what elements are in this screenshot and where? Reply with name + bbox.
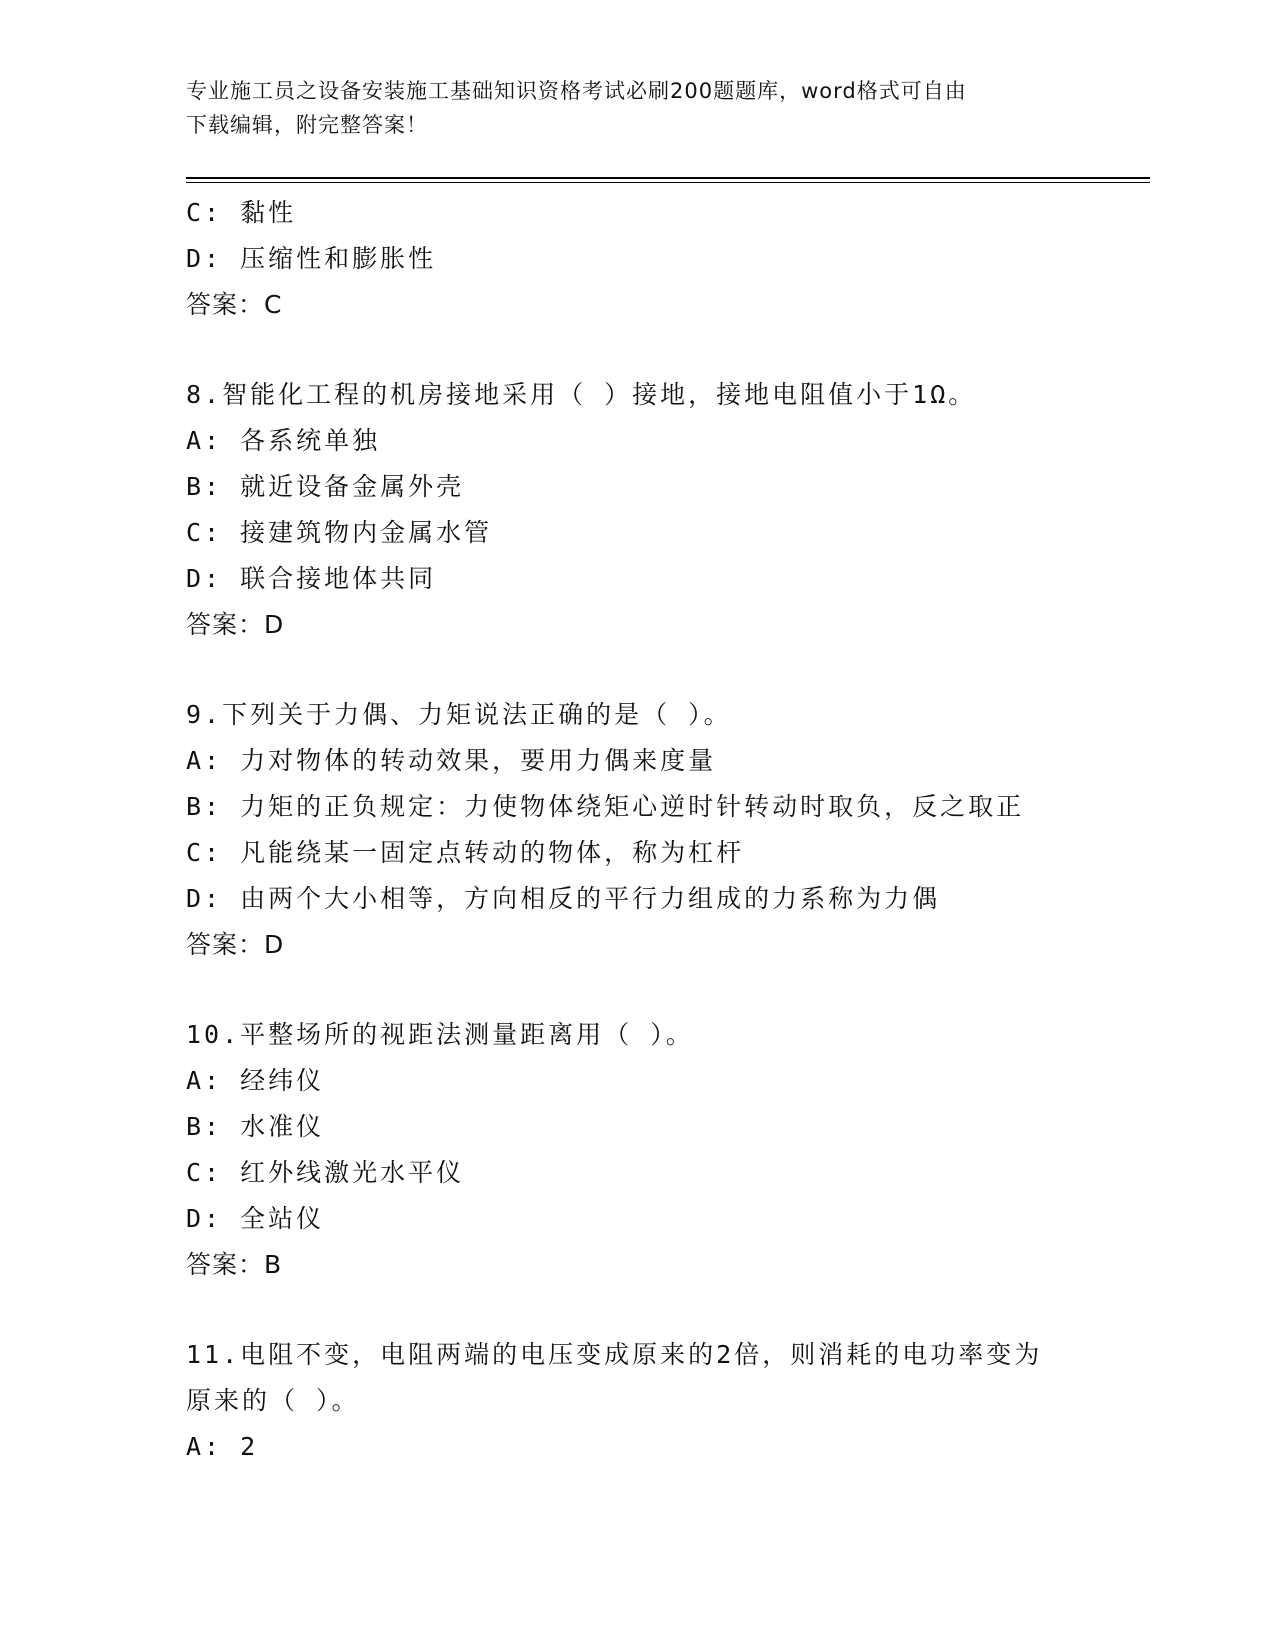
spacer [186, 968, 1150, 1012]
question-list [186, 190, 1150, 1470]
answer-line: 答案：D [186, 930, 285, 959]
question-stem: 9.下列关于力偶、力矩说法正确的是（ ）。 [186, 700, 732, 729]
option-a: A: 2 [186, 1432, 259, 1461]
spacer [186, 1288, 1150, 1332]
header-rule-thin [186, 182, 1150, 183]
option-c: C: 红外线激光水平仪 [186, 1158, 465, 1187]
option-c: C: 凡能绕某一固定点转动的物体，称为杠杆 [186, 838, 745, 867]
option-d: D: 由两个大小相等，方向相反的平行力组成的力系称为力偶 [186, 884, 941, 913]
answer-line: 答案：B [186, 1250, 283, 1279]
option-a: A: 经纬仪 [186, 1066, 325, 1095]
answer-line: 答案：C [186, 290, 283, 319]
option-a: A: 力对物体的转动效果，要用力偶来度量 [186, 746, 717, 775]
option-b: B: 力矩的正负规定：力使物体绕矩心逆时针转动时取负，反之取正 [186, 792, 1025, 821]
question-stem-line-1: 11.电阻不变，电阻两端的电压变成原来的2倍，则消耗的电功率变为 [186, 1340, 1043, 1369]
answer-line: 答案：D [186, 610, 285, 639]
option-c: C: 黏性 [186, 198, 297, 227]
spacer [186, 648, 1150, 692]
option-b: B: 水准仪 [186, 1112, 325, 1141]
spacer [186, 328, 1150, 372]
header-line-1: 专业施工员之设备安装施工基础知识资格考试必刷200题题库，word格式可自由 [186, 79, 967, 103]
document-header [186, 74, 1066, 142]
question-stem: 10.平整场所的视距法测量距离用（ ）。 [186, 1020, 694, 1049]
question-stem-line-2: 原来的（ ）。 [186, 1386, 360, 1415]
header-rule-thick [186, 177, 1150, 179]
option-d: D: 联合接地体共同 [186, 564, 437, 593]
header-line-2: 下载编辑，附完整答案！ [186, 113, 428, 137]
question-stem: 8.智能化工程的机房接地采用（ ）接地，接地电阻值小于1Ω。 [186, 380, 977, 409]
option-a: A: 各系统单独 [186, 426, 381, 455]
option-c: C: 接建筑物内金属水管 [186, 518, 493, 547]
option-d: D: 全站仪 [186, 1204, 325, 1233]
option-b: B: 就近设备金属外壳 [186, 472, 465, 501]
option-d: D: 压缩性和膨胀性 [186, 244, 437, 273]
